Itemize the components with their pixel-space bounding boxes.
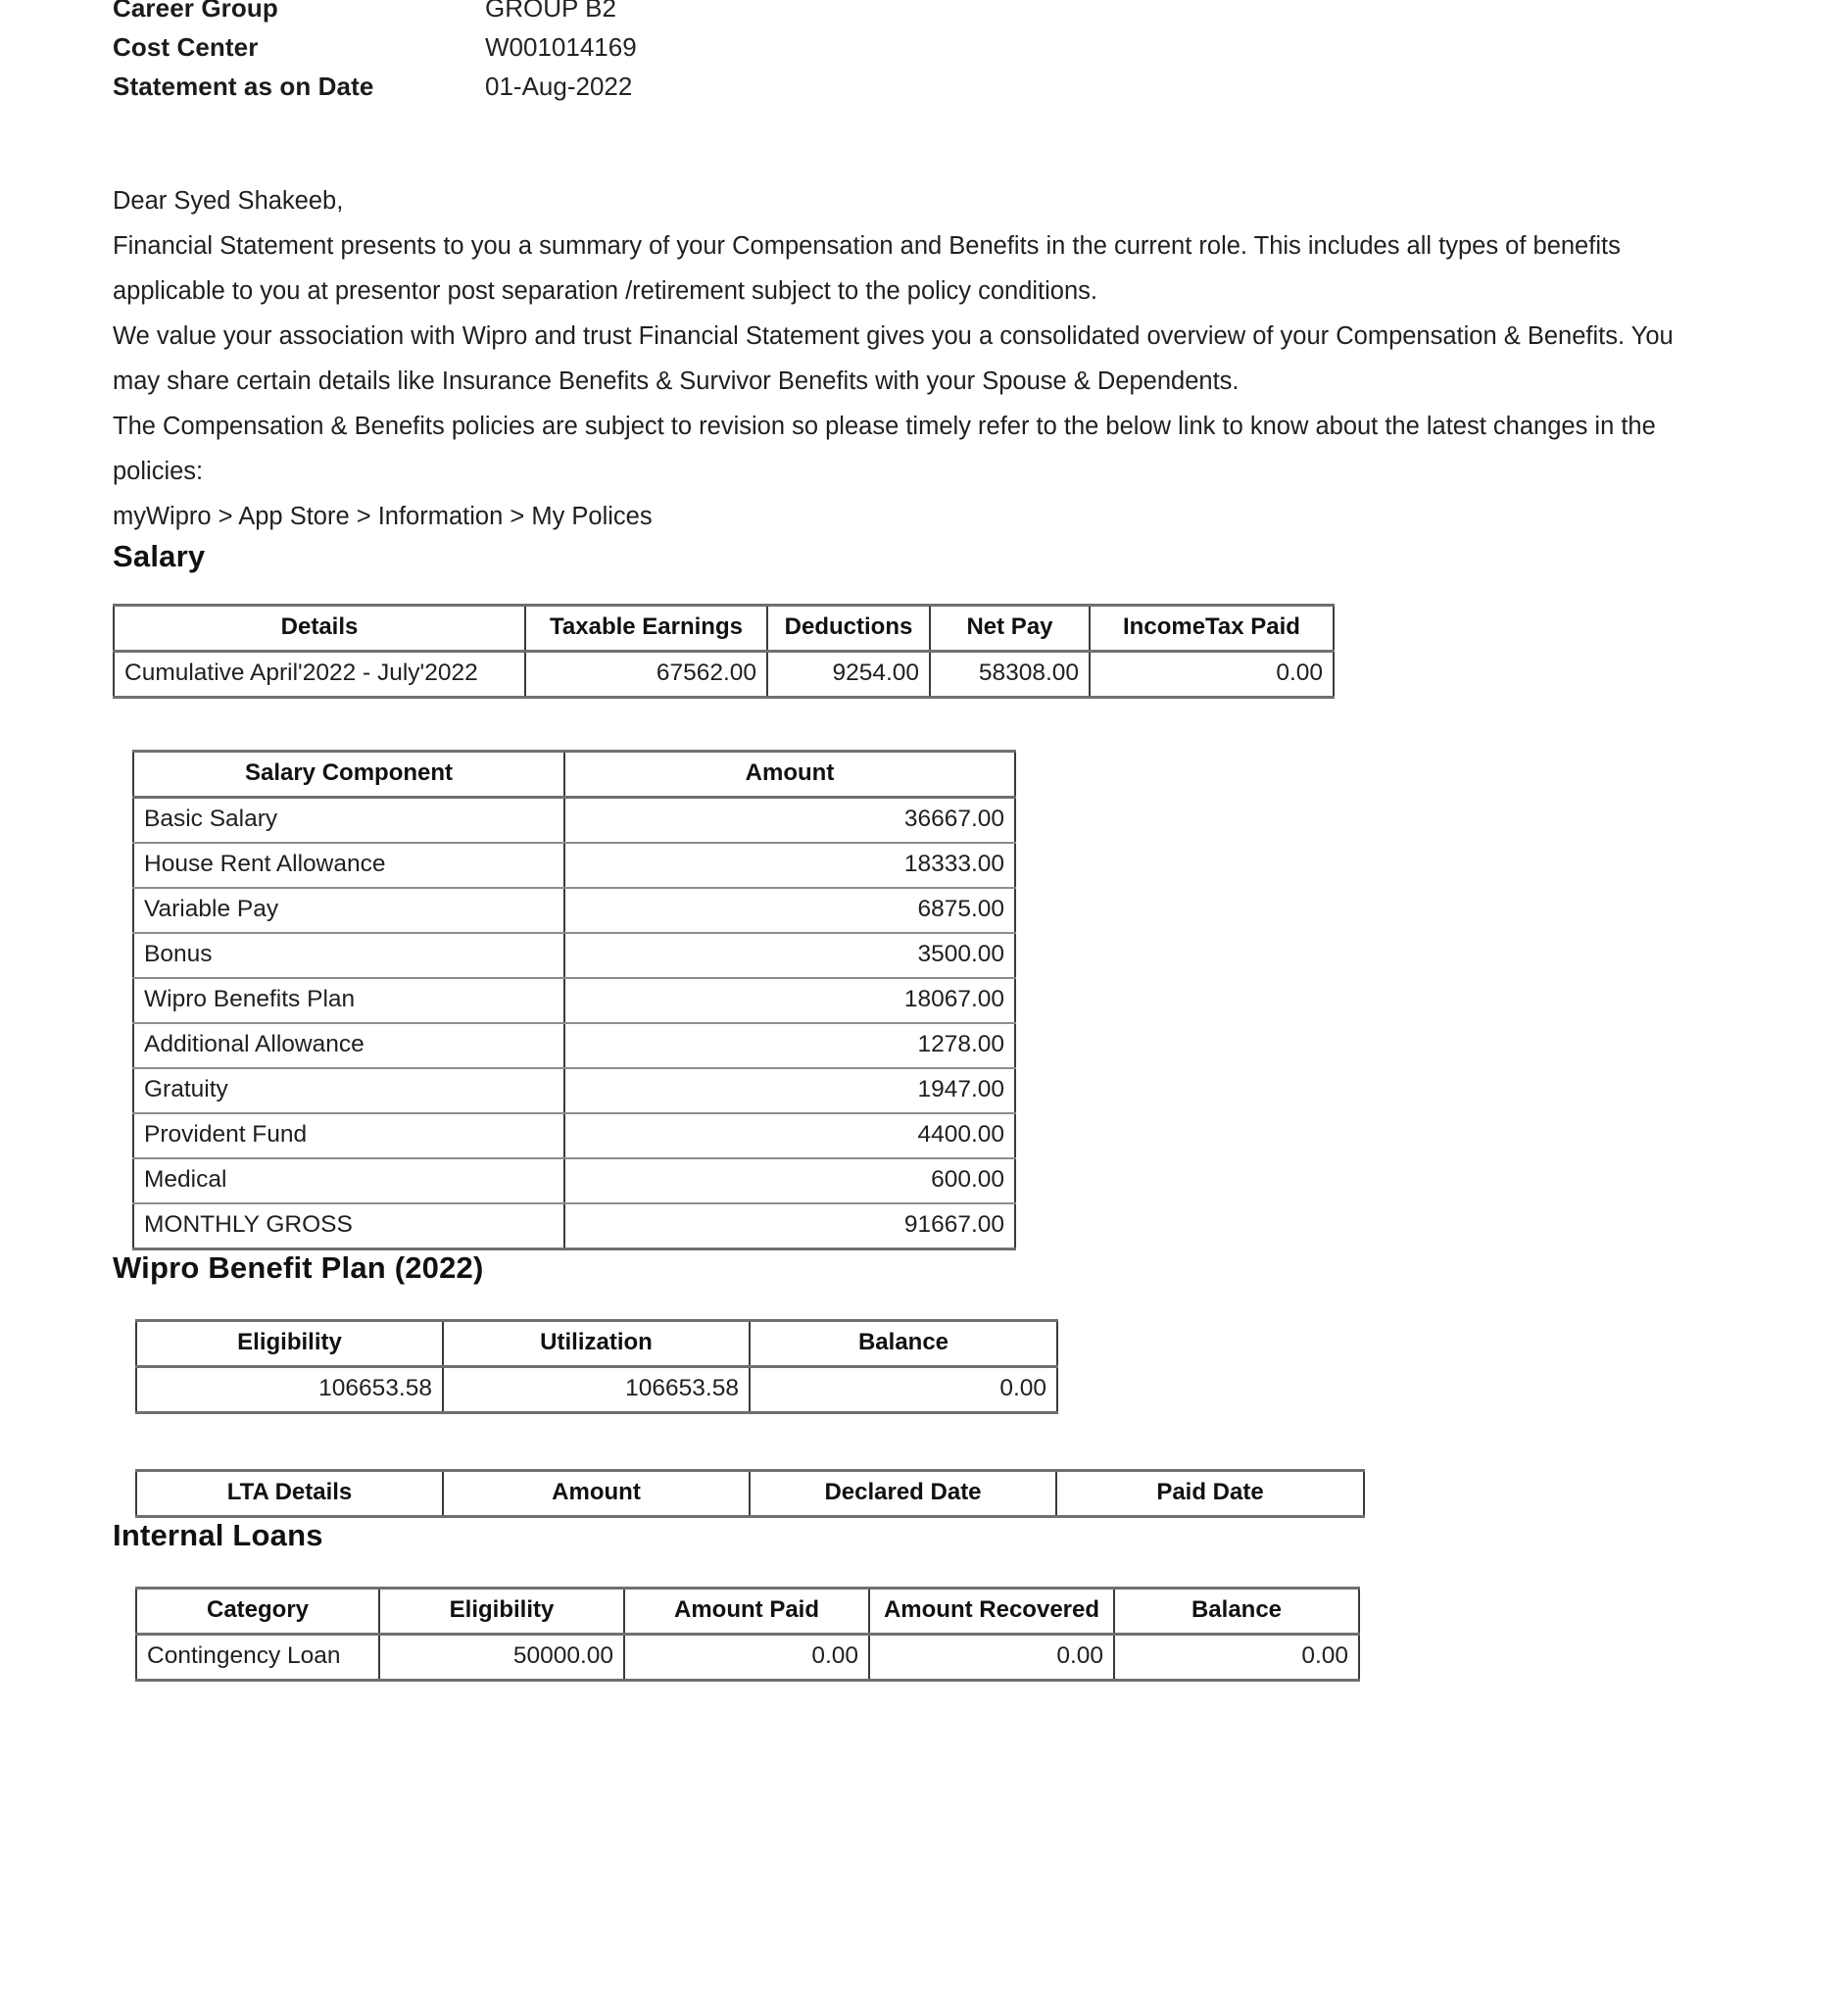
cell-amount: 4400.00: [564, 1113, 1015, 1158]
cell-component: Medical: [133, 1158, 564, 1203]
column-header-utilization: Utilization: [443, 1321, 750, 1367]
cell-utilization: 106653.58: [443, 1367, 750, 1413]
section-title-internal-loans: Internal Loans: [113, 1518, 323, 1552]
table-row: [133, 888, 1015, 933]
column-header-details: Details: [114, 606, 525, 652]
table-row: [133, 1158, 1015, 1203]
table-row: [133, 978, 1015, 1023]
table-row: [133, 1023, 1015, 1068]
cell-incometax-paid: 0.00: [1090, 652, 1334, 698]
column-header-eligibility: Eligibility: [136, 1321, 443, 1367]
column-header-loan-balance: Balance: [1114, 1589, 1359, 1635]
letter-salutation: Dear Syed Shakeeb,: [113, 187, 344, 215]
cell-category: Contingency Loan: [136, 1635, 379, 1681]
meta-value-career-group: GROUP B2: [485, 0, 616, 23]
column-header-amount-paid: Amount Paid: [624, 1589, 869, 1635]
salary-summary-table: [113, 604, 1335, 699]
letter-paragraph-2: We value your association with Wipro and trust Financial Statement gives you a consolidated overview of your Compensation & Benefits. You may share certain details like Insurance Benefits & Survivor Benefits with your Spouse & Dependents.: [113, 322, 1674, 395]
cell-amount: 1947.00: [564, 1068, 1015, 1113]
cell-amount: 6875.00: [564, 888, 1015, 933]
column-header-category: Category: [136, 1589, 379, 1635]
meta-label-cost-center: Cost Center: [113, 32, 259, 62]
column-header-incometax-paid: IncomeTax Paid: [1090, 606, 1334, 652]
table-row: [133, 843, 1015, 888]
meta-row-statement-date: [113, 71, 637, 110]
table-row: [133, 933, 1015, 978]
column-header-net-pay: Net Pay: [930, 606, 1090, 652]
table-row: [133, 1113, 1015, 1158]
document-content: [113, 0, 1739, 1682]
cell-balance: 0.00: [750, 1367, 1057, 1413]
table-row: [133, 1068, 1015, 1113]
column-header-declared-date: Declared Date: [750, 1471, 1056, 1517]
cell-component: Bonus: [133, 933, 564, 978]
cell-deductions: 9254.00: [767, 652, 930, 698]
cell-eligibility: 106653.58: [136, 1367, 443, 1413]
cell-loan-eligibility: 50000.00: [379, 1635, 624, 1681]
meta-value-statement-date: 01-Aug-2022: [485, 72, 633, 101]
cell-net-pay: 58308.00: [930, 652, 1090, 698]
letter-paragraph-1: Financial Statement presents to you a summary of your Compensation and Benefits in the current role. This includes all types of benefits applicable to you at presentor post separation /retirement subject to the policy conditions.: [113, 232, 1621, 305]
section-title-salary: Salary: [113, 539, 206, 573]
table-header-row: [136, 1471, 1364, 1517]
cell-component: Additional Allowance: [133, 1023, 564, 1068]
column-header-lta-amount: Amount: [443, 1471, 750, 1517]
cell-amount: 18333.00: [564, 843, 1015, 888]
cell-component: House Rent Allowance: [133, 843, 564, 888]
cell-taxable-earnings: 67562.00: [525, 652, 767, 698]
column-header-lta-details: LTA Details: [136, 1471, 443, 1517]
meta-label-statement-date: Statement as on Date: [113, 72, 374, 101]
table-header-row: [136, 1589, 1359, 1635]
section-title-wipro-benefit-plan: Wipro Benefit Plan (2022): [113, 1250, 484, 1285]
cell-amount: 600.00: [564, 1158, 1015, 1203]
letter-paragraph-3: The Compensation & Benefits policies are subject to revision so please timely refer to the below link to know about the latest changes in the policies:: [113, 413, 1656, 485]
table-row: [114, 652, 1334, 698]
column-header-deductions: Deductions: [767, 606, 930, 652]
cell-component: Gratuity: [133, 1068, 564, 1113]
policy-breadcrumb: myWipro > App Store > Information > My Polices: [113, 503, 653, 530]
table-header-row: [136, 1321, 1057, 1367]
cell-amount-paid: 0.00: [624, 1635, 869, 1681]
cell-amount: 18067.00: [564, 978, 1015, 1023]
meta-row-cost-center: [113, 31, 637, 71]
cell-component: MONTHLY GROSS: [133, 1203, 564, 1249]
meta-row-career-group: [113, 0, 637, 31]
table-header-row: [114, 606, 1334, 652]
lta-details-table: [135, 1469, 1365, 1518]
table-row: [136, 1635, 1359, 1681]
column-header-taxable-earnings: Taxable Earnings: [525, 606, 767, 652]
cell-amount: 91667.00: [564, 1203, 1015, 1249]
meta-label-career-group: Career Group: [113, 0, 278, 23]
table-row: [136, 1367, 1057, 1413]
column-header-amount-recovered: Amount Recovered: [869, 1589, 1114, 1635]
wipro-benefit-plan-table: [135, 1319, 1058, 1414]
column-header-amount: Amount: [564, 752, 1015, 798]
cell-component: Basic Salary: [133, 798, 564, 844]
cell-amount-recovered: 0.00: [869, 1635, 1114, 1681]
cell-amount: 3500.00: [564, 933, 1015, 978]
column-header-loan-eligibility: Eligibility: [379, 1589, 624, 1635]
table-row: [133, 1203, 1015, 1249]
cell-amount: 1278.00: [564, 1023, 1015, 1068]
table-row: [133, 798, 1015, 844]
column-header-salary-component: Salary Component: [133, 752, 564, 798]
employee-meta-table: [113, 0, 637, 110]
meta-value-cost-center: W001014169: [485, 32, 637, 62]
cell-amount: 36667.00: [564, 798, 1015, 844]
cell-component: Provident Fund: [133, 1113, 564, 1158]
cell-loan-balance: 0.00: [1114, 1635, 1359, 1681]
table-header-row: [133, 752, 1015, 798]
salary-components-table: [132, 750, 1016, 1250]
cell-component: Variable Pay: [133, 888, 564, 933]
cell-details: Cumulative April'2022 - July'2022: [114, 652, 525, 698]
internal-loans-table: [135, 1587, 1360, 1682]
cell-component: Wipro Benefits Plan: [133, 978, 564, 1023]
column-header-paid-date: Paid Date: [1056, 1471, 1364, 1517]
letter-body: [113, 178, 1720, 539]
column-header-balance: Balance: [750, 1321, 1057, 1367]
